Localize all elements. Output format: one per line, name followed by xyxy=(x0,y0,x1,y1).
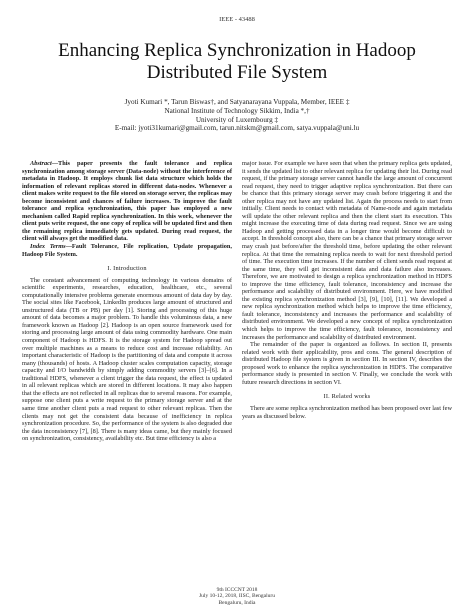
conference-footer xyxy=(0,587,474,606)
introduction-paragraph: The constant advancement of computing technology in various domains of scientific experiments, researches, education, healthcare, etc., several computationally intensive problems generate enormous amount of data day by day. The social sites like Facebook, LinkedIn produces large amount of structured and unstructured data (TB or PB) per day [1]. Storing and processing of this huge amount of data becomes a major problem. To handle this voluminous data, a new framework known as Hadoop [2]. Hadoop is an open source framework used for storing and processing large amount of data using commodity hardware. One main component of Hadoop is HDFS. It is the storage system for Hadoop spread out over multiple machines as a means to reduce cost and increase reliability. An important characteristic of Hadoop is the partitioning of data and compute it across many (thousands) of hosts. A Hadoop cluster scales computation capacity, storage capacity and I/O bandwidth by simply adding commodity servers [3]–[6]. In a traditional HDFS, whenever a client trigger the data request, the effect is updated in all relevant replicas which are stored in different locations. It may also happen that the effects are not reflected in all replicas due to several reasons. For example, suppose one client puts a write request to the primary storage server and at the same time another client puts a read request to other relevant replicas. Then the clients may not get the consistent data because of inefficiency in replica synchronization procedure. So, the performance of the system is also degraded due the data inconsistency [7], [8]. There is many ideas came, but they mainly focused on synchronization, consistency, availability etc. But time efficiency is also a xyxy=(22,276,232,443)
conference-id: IEEE - 43488 xyxy=(219,16,255,23)
paper-title xyxy=(30,40,444,84)
title-line-2: Distributed File System xyxy=(146,62,328,83)
abstract xyxy=(22,160,232,243)
author-names: Jyoti Kumari *, Tarun Biswas†, and Satyanarayana Vuppala, Member, IEEE ‡ xyxy=(124,98,350,106)
section-heading-related-works: II. Related works xyxy=(323,393,371,401)
body-paragraph-3: There are some replica synchronization method has been proposed over last few years as discussed below. xyxy=(242,404,452,420)
footer-line-1: 9th ICCCNT 2018 xyxy=(216,587,258,593)
author-emails: E-mail: jyoti31kumari@gmail.com, tarun.nitskm@gmail.com, satya.vuppala@uni.lu xyxy=(114,124,360,133)
abstract-label: Abstract xyxy=(30,160,52,167)
affiliation-1: National Institute of Technology Sikkim, India *,† xyxy=(164,106,310,115)
body-paragraph-1: major issue. For example we have seen that when the primary replica gets updated, it sends the updated list to other relevant replica for updating their list. During read request, if the primary storage server cannot handle the large amount of concurrent read request, they need to trigger adaptive replica synchronization. But there can be chance that this primary storage server may crash before triggering it and the other replica may not have any updated list. Again the process needs to start from initially. Client needs to contact with metadata of Name-node and again metadata will update the other relevant replica and then the client start its execution. This might increase the executing time of data during read request. Since we are using Hadoop and getting processed data in a longer time would become difficult to accept. In threshold concept also, there can be a chance that primary storage server may crash just before/after the threshold time, before updating the other relevant replica. At that time the remaining replica needs to wait for next threshold period of time. The execution time increases. If the number of client sends read request at the same time, they will get inconsistent data and data failure also increases. Therefore, we are motivated to design a replica synchronization method in HDFS to improve the time efficiency, fault tolerance, inconsistency and increase the performance and scalability of distributed environment. Here, we have modified the existing replica synchronization method [3], [9], [10], [11]. We developed a new replica synchronization method which helps to improve the time efficiency, fault tolerance, inconsistency and increases the performance and scalability of distributed environment. We developed a new concept of replica synchronization which helps to improve the time efficiency, fault tolerance, inconsistency and increases the performance and scalability of distributed environment. xyxy=(242,160,452,341)
index-terms-label: Index Terms xyxy=(30,243,66,251)
abstract-text: —This paper presents the fault tolerance and replica synchronization among storage server (Data-node) without the interference of metadata in Hadoop. It employs chunk list data structure which holds the information of relevant replicas stored in different data-nodes. Whenever a client makes write request to the file stored on storage server, the replicas may become inconsistent and chances of failure increases. To improve the fault tolerance and replica synchronization, this paper has employed a new mechanism called Rapid replica synchronization. In this work, whenever the client puts write request, the one copy of replica will be updated first and then the remaining replica immediately gets updated. During read request, the client will always get the modified data. xyxy=(22,160,232,243)
left-column xyxy=(22,160,232,443)
index-terms-text: —Fault Tolerance, File replication, Update propagation, Hadoop File System. xyxy=(22,243,232,258)
author-block xyxy=(40,98,434,133)
affiliation-2: University of Luxembourg ‡ xyxy=(195,115,279,124)
footer-line-2: July 10-12, 2018, IISC, Bengaluru xyxy=(199,593,275,600)
index-terms xyxy=(22,243,232,258)
body-paragraph-2: The remainder of the paper is organized as follows. In section II, presents related work with their applicability, pros and cons. The general description of distributed Hadoop file system is given in section III. In section IV, describes the proposed work to enhance the replica synchronization in HDFS. The comparative performance study is presented in section V. Finally, we conclude the work with future research directions in section VI. xyxy=(242,341,452,386)
section-heading-introduction: I. Introduction xyxy=(107,265,147,273)
right-column xyxy=(242,160,452,420)
title-line-1: Enhancing Replica Synchronization in Hadoop xyxy=(58,40,416,61)
footer-line-3: Bengaluru, India xyxy=(218,599,256,606)
